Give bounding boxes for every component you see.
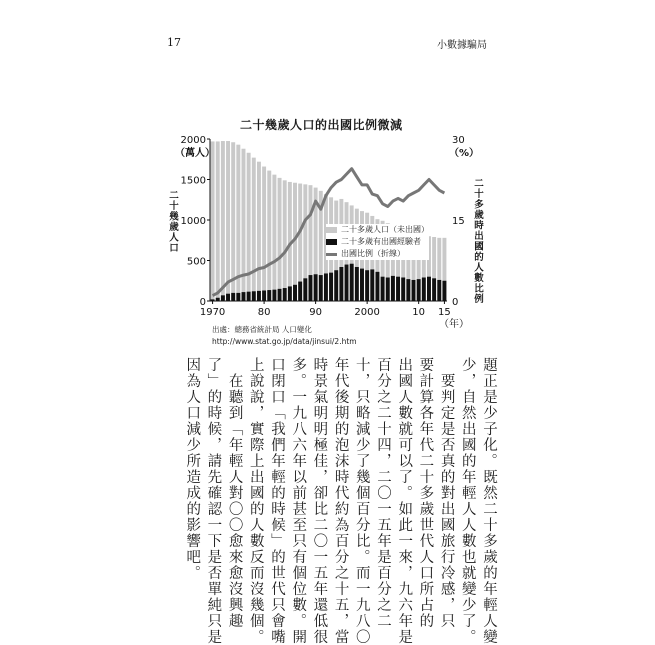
bar-travelers bbox=[442, 281, 446, 301]
chart-legend bbox=[326, 224, 429, 260]
bar-travelers bbox=[216, 298, 220, 301]
legend-label: 出國比例（折線） bbox=[341, 249, 405, 258]
y-tick-label: 1000 bbox=[180, 216, 206, 227]
bar-travelers bbox=[360, 269, 364, 301]
x-tick-label: 15 bbox=[438, 307, 451, 318]
y-tick-label: 2000 bbox=[180, 135, 206, 146]
left-axis-label: 二十幾歲人口 bbox=[167, 190, 178, 253]
source-line: 出處：總務省統計局 人口變化 bbox=[212, 325, 312, 334]
bar-travelers bbox=[308, 275, 312, 301]
bar-travelers bbox=[339, 267, 343, 301]
bar-travelers bbox=[231, 293, 235, 301]
legend-label: 二十多歲人口（未出國） bbox=[341, 225, 429, 234]
text-column: 百分之二十四，二〇一五年是百分之二 bbox=[375, 357, 391, 629]
right-tick-label: 0 bbox=[452, 297, 459, 308]
chart-title: 二十幾歲人口的出國比例微減 bbox=[240, 118, 403, 132]
text-column: 因為人口減少所造成的影響吧。 bbox=[184, 357, 201, 581]
bar-travelers bbox=[278, 289, 282, 301]
x-tick-label: 80 bbox=[257, 307, 271, 318]
bar-travelers bbox=[221, 295, 225, 301]
text-column: 出國人數就可以了。如此一來，九六年是 bbox=[396, 357, 413, 645]
text-column: 口閉口「我們年輕的時候」的世代只會嘴 bbox=[269, 357, 285, 645]
bar-travelers bbox=[381, 277, 385, 301]
right-tick-label: 15 bbox=[452, 216, 465, 227]
x-tick-label: 10 bbox=[412, 307, 426, 318]
bar-travelers bbox=[355, 267, 359, 301]
bar-travelers bbox=[391, 276, 395, 301]
bar-population bbox=[272, 175, 276, 301]
bar-travelers bbox=[247, 292, 251, 301]
bar-travelers bbox=[272, 290, 276, 301]
bar-travelers bbox=[432, 278, 436, 301]
bar-travelers bbox=[386, 278, 390, 301]
bar-population bbox=[221, 141, 225, 301]
x-unit-label: （年） bbox=[439, 319, 469, 330]
bar-population bbox=[278, 178, 282, 301]
bar-travelers bbox=[324, 273, 328, 301]
legend-item-population bbox=[326, 224, 429, 236]
bar-travelers bbox=[375, 272, 379, 301]
text-column: 時景氣明明極佳，卻比二〇一五年還低很 bbox=[311, 357, 328, 645]
bar-travelers bbox=[396, 277, 400, 301]
bar-travelers bbox=[242, 292, 246, 301]
text-column: 多。一九八六年以前甚至只有個位數。開 bbox=[290, 357, 307, 645]
bar-travelers bbox=[345, 265, 349, 301]
legend-swatch-line bbox=[326, 253, 337, 256]
bar-travelers bbox=[401, 278, 405, 301]
text-column: 了」的時候，請先確認一下是否單純只是 bbox=[205, 357, 222, 645]
right-unit-label: （%） bbox=[449, 148, 480, 159]
text-column: 少，自然出國的年輕人人數也就變少了。 bbox=[459, 357, 476, 645]
bar-travelers bbox=[211, 299, 215, 301]
bar-travelers bbox=[236, 293, 240, 301]
bar-travelers bbox=[293, 285, 297, 301]
chart-source bbox=[212, 324, 357, 348]
bar-travelers bbox=[406, 279, 410, 301]
bar-travelers bbox=[283, 288, 287, 301]
right-tick-label: 30 bbox=[452, 135, 465, 146]
bar-travelers bbox=[314, 274, 318, 301]
bar-population bbox=[242, 149, 246, 301]
y-tick-label: 0 bbox=[199, 297, 206, 308]
bar-travelers bbox=[412, 280, 416, 301]
y-tick-label: 1500 bbox=[180, 175, 206, 187]
bar-population bbox=[257, 162, 261, 301]
bar-travelers bbox=[288, 286, 292, 301]
bar-travelers bbox=[350, 264, 354, 301]
bar-travelers bbox=[365, 270, 369, 301]
text-column: 題正是少子化。既然二十多歲的年輕人變 bbox=[481, 357, 497, 645]
y-tick-label: 500 bbox=[186, 256, 206, 268]
text-column: 十，只略減少了幾個百分比。而一九八〇 bbox=[353, 357, 370, 645]
text-column: 要計算各年代二十多歲世代人口所占的 bbox=[417, 357, 434, 629]
x-tick-label: 1970 bbox=[199, 307, 226, 318]
bar-population bbox=[267, 171, 271, 301]
bar-population bbox=[211, 141, 215, 301]
bar-travelers bbox=[437, 280, 441, 301]
text-column: 年代後期的泡沫時代約為百分之十五，當 bbox=[332, 357, 349, 645]
bar-travelers bbox=[370, 269, 374, 301]
legend-swatch-gray bbox=[326, 227, 337, 233]
bar-population bbox=[216, 141, 220, 301]
text-column: 在聽到「年輕人對〇〇愈來愈沒興趣 bbox=[226, 357, 243, 629]
bar-travelers bbox=[334, 270, 338, 301]
bar-travelers bbox=[226, 294, 230, 301]
left-unit-label: （萬人） bbox=[175, 148, 215, 159]
source-url: http://www.stat.go.jp/data/jinsui/2.htm bbox=[212, 337, 357, 346]
bar-population bbox=[226, 141, 230, 301]
bar-population bbox=[283, 180, 287, 301]
x-tick-label: 2000 bbox=[354, 307, 380, 318]
text-column: 要判定是否真的對出國旅行冷感，只 bbox=[438, 357, 455, 629]
bar-travelers bbox=[427, 277, 431, 301]
bar-population bbox=[247, 153, 251, 301]
bar-population bbox=[252, 158, 256, 301]
bar-travelers bbox=[298, 282, 302, 301]
text-column: 上說說，實際上出國的人數反而沒幾個。 bbox=[247, 357, 264, 645]
bar-travelers bbox=[329, 273, 333, 301]
bar-travelers bbox=[422, 278, 426, 301]
bar-travelers bbox=[267, 290, 271, 301]
bar-travelers bbox=[252, 291, 256, 301]
bar-travelers bbox=[303, 278, 307, 301]
bar-travelers bbox=[257, 291, 261, 301]
bar-travelers bbox=[417, 279, 421, 301]
legend-label: 二十多歲有出國經驗者 bbox=[341, 237, 421, 246]
running-title: 小數據騙局 bbox=[437, 40, 487, 51]
legend-swatch-black bbox=[326, 239, 337, 245]
bar-travelers bbox=[262, 290, 266, 301]
legend-item-ratio bbox=[326, 248, 429, 260]
x-tick-label: 90 bbox=[309, 307, 322, 318]
right-axis-label: 二十多歲時出國的人數比例 bbox=[472, 178, 483, 304]
bar-travelers bbox=[319, 275, 323, 301]
page-number: 17 bbox=[167, 36, 181, 49]
bar-population bbox=[262, 167, 266, 301]
legend-item-travelers bbox=[326, 236, 429, 248]
